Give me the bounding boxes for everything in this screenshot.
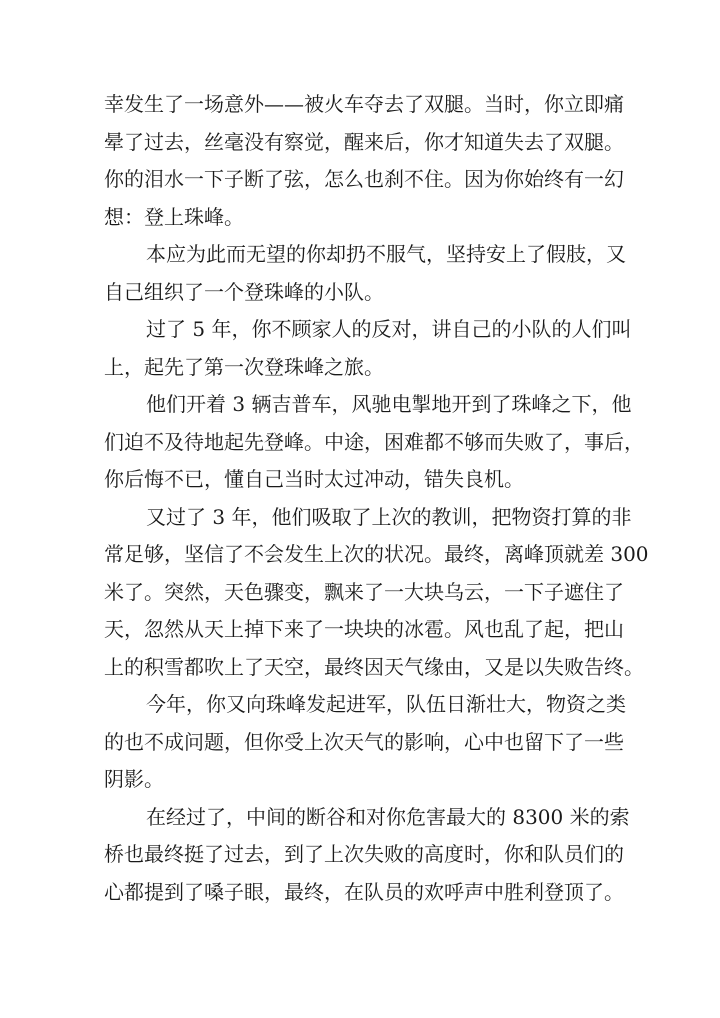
text-line: 米了。突然，天色骤变，飘来了一大块乌云，一下子遮住了 (104, 579, 624, 604)
text-line: 上的积雪都吹上了天空，最终因天气缘由，又是以失败告终。 (104, 654, 644, 679)
text-line: 想：登上珠峰。 (104, 204, 244, 229)
text-line: 你的泪水一下子断了弦，怎么也刹不住。因为你始终有一幻 (104, 167, 624, 191)
text-line: 你后悔不已，懂自己当时太过冲动，错失良机。 (104, 467, 524, 491)
text-line: 的也不成问题，但你受上次天气的影响，心中也留下了一些 (104, 729, 624, 754)
text-line: 阴影。 (104, 767, 164, 791)
text-line: 心都提到了嗓子眼，最终，在队员的欢呼声中胜利登顶了。 (104, 879, 624, 904)
body-text (104, 86, 649, 911)
text-line: 他们开着 3 辆吉普车，风驰电掣地开到了珠峰之下，他 (146, 392, 632, 416)
text-line: 晕了过去，丝毫没有察觉，醒来后，你才知道失去了双腿。 (104, 129, 624, 154)
text-line: 又过了 3 年，他们吸取了上次的教训，把物资打算的非 (146, 504, 632, 529)
text-line: 自己组织了一个登珠峰的小队。 (104, 279, 384, 304)
text-line: 常足够，坚信了不会发生上次的状况。最终，离峰顶就差 300 (104, 542, 649, 566)
text-line: 在经过了，中间的断谷和对你危害最大的 8300 米的索 (146, 804, 630, 829)
text-line: 们迫不及待地起先登峰。中途，困难都不够而失败了，事后， (104, 429, 644, 454)
text-line: 桥也最终挺了过去，到了上次失败的高度时，你和队员们的 (104, 842, 624, 866)
text-line: 天，忽然从天上掉下来了一块块的冰雹。风也乱了起，把山 (104, 617, 624, 641)
text-line: 上，起先了第一次登珠峰之旅。 (104, 354, 384, 379)
text-line: 今年，你又向珠峰发起进军，队伍日渐壮大，物资之类 (146, 692, 626, 716)
text-line: 本应为此而无望的你却扔不服气，坚持安上了假肢，又 (146, 242, 626, 266)
text-line: 过了 5 年，你不顾家人的反对，讲自己的小队的人们叫 (146, 317, 632, 341)
text-line: 幸发生了一场意外——被火车夺去了双腿。当时，你立即痛 (104, 92, 624, 116)
